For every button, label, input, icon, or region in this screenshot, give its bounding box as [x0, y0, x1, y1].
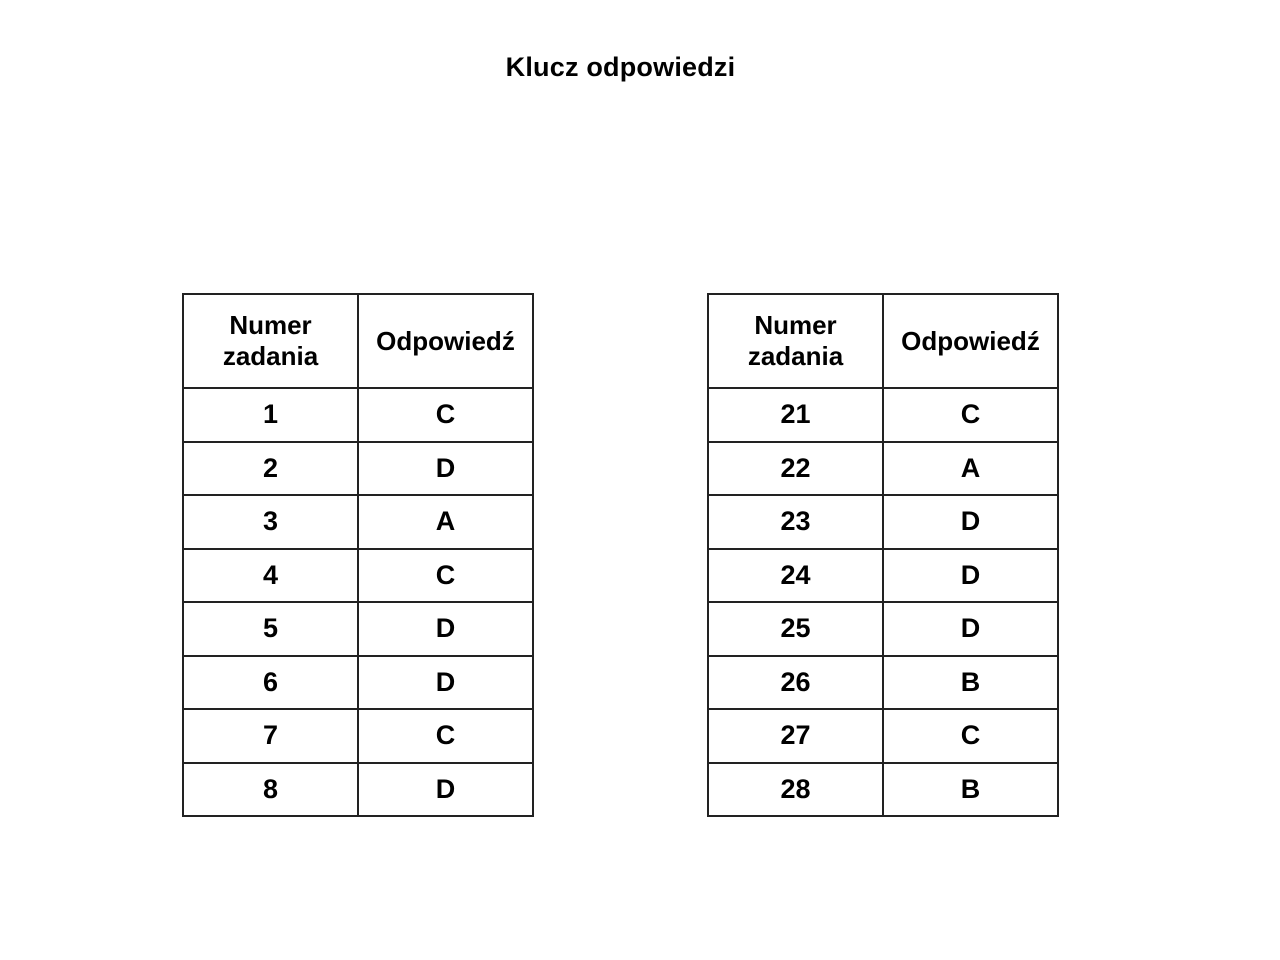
- table-row: [708, 388, 1058, 442]
- task-number: 28: [708, 763, 883, 817]
- task-answer: A: [883, 442, 1058, 496]
- task-answer: B: [883, 656, 1058, 710]
- table-row: [708, 549, 1058, 603]
- task-answer: D: [358, 602, 533, 656]
- column-header-answer: Odpowiedź: [883, 294, 1058, 388]
- task-answer: D: [883, 549, 1058, 603]
- table-row: [183, 442, 533, 496]
- column-header-answer: Odpowiedź: [358, 294, 533, 388]
- task-number: 27: [708, 709, 883, 763]
- table-row: [708, 495, 1058, 549]
- table-row: [183, 549, 533, 603]
- stub-cell: [183, 816, 358, 817]
- table-row: [708, 442, 1058, 496]
- task-number: 2: [183, 442, 358, 496]
- task-number: 3: [183, 495, 358, 549]
- table-row: [183, 602, 533, 656]
- task-number: 1: [183, 388, 358, 442]
- page-title: Klucz odpowiedzi: [505, 52, 736, 82]
- table-row: [708, 763, 1058, 817]
- task-answer: B: [883, 763, 1058, 817]
- task-answer: C: [883, 709, 1058, 763]
- table-row: [708, 656, 1058, 710]
- table-row: [183, 656, 533, 710]
- task-answer: D: [358, 763, 533, 817]
- task-answer: A: [358, 495, 533, 549]
- task-answer: C: [358, 388, 533, 442]
- task-answer: D: [358, 442, 533, 496]
- table-continuation-stub: [183, 816, 533, 817]
- table-row: [183, 388, 533, 442]
- task-answer: C: [358, 709, 533, 763]
- task-answer: C: [358, 549, 533, 603]
- table-header-row: [183, 294, 533, 388]
- column-header-number: Numer zadania: [183, 294, 358, 388]
- task-answer: D: [358, 656, 533, 710]
- task-number: 8: [183, 763, 358, 817]
- task-answer: C: [883, 388, 1058, 442]
- table-header-row: [708, 294, 1058, 388]
- stub-cell: [358, 816, 533, 817]
- table-continuation-stub: [708, 816, 1058, 817]
- task-number: 25: [708, 602, 883, 656]
- task-number: 5: [183, 602, 358, 656]
- task-number: 4: [183, 549, 358, 603]
- task-answer: D: [883, 495, 1058, 549]
- task-answer: D: [883, 602, 1058, 656]
- table-row: [183, 709, 533, 763]
- table-row: [183, 495, 533, 549]
- table-row: [183, 763, 533, 817]
- stub-cell: [708, 816, 883, 817]
- stub-cell: [883, 816, 1058, 817]
- task-number: 24: [708, 549, 883, 603]
- column-header-number: Numer zadania: [708, 294, 883, 388]
- table-row: [708, 602, 1058, 656]
- task-number: 7: [183, 709, 358, 763]
- answer-key-table-left: [182, 293, 534, 817]
- task-number: 6: [183, 656, 358, 710]
- table-row: [708, 709, 1058, 763]
- task-number: 26: [708, 656, 883, 710]
- answer-key-table-right: [707, 293, 1059, 817]
- task-number: 21: [708, 388, 883, 442]
- task-number: 23: [708, 495, 883, 549]
- task-number: 22: [708, 442, 883, 496]
